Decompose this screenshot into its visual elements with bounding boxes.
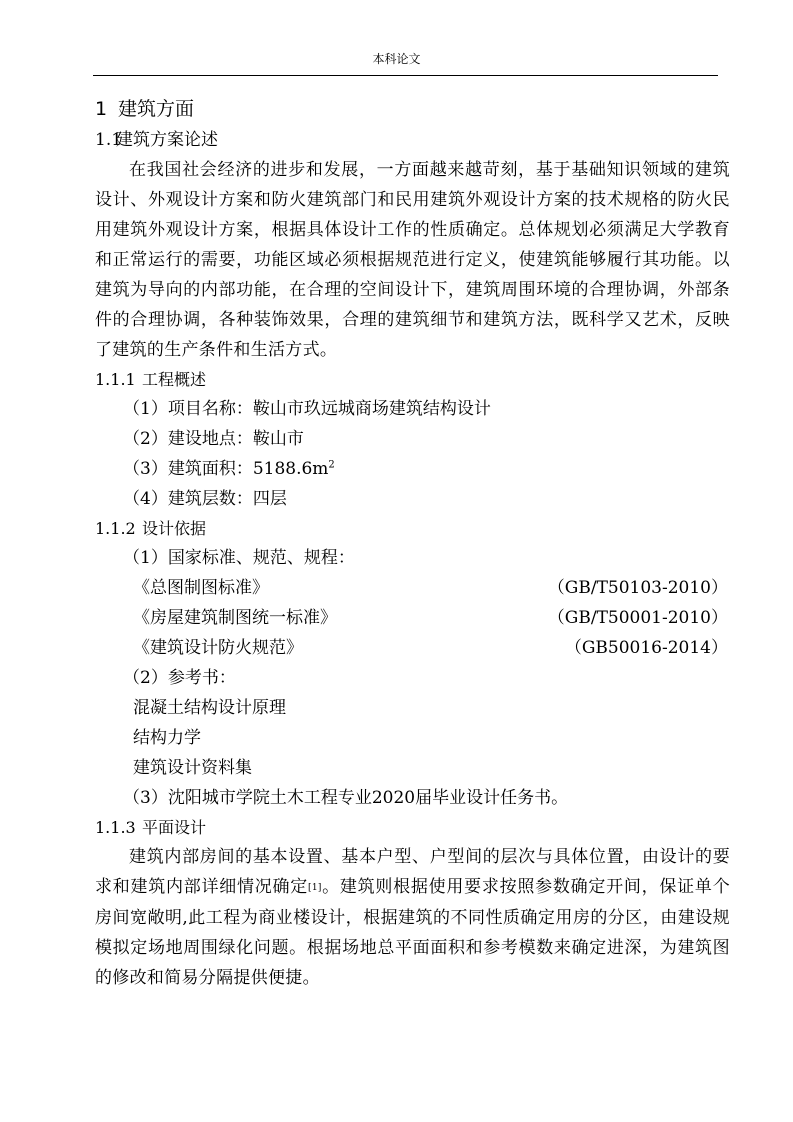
standard-code: （GB/T50103-2010） bbox=[547, 578, 728, 598]
section-title: 平面设计 bbox=[142, 818, 207, 837]
running-header: 本科论文 bbox=[372, 52, 421, 66]
standard-name: 《总图制图标准》 bbox=[133, 578, 269, 598]
project-location-item: （2）建设地点：鞍山市 bbox=[123, 429, 304, 449]
section-title: 设计依据 bbox=[142, 519, 207, 538]
section-1-heading bbox=[95, 96, 730, 122]
project-area-item bbox=[95, 454, 730, 484]
project-floors-item: （4）建筑层数：四层 bbox=[123, 489, 287, 509]
standard-code: （GB/T50001-2010） bbox=[547, 608, 728, 628]
area-text: （3）建筑面积：5188.6m bbox=[123, 459, 329, 479]
section-title: 建筑方案论述 bbox=[116, 130, 218, 150]
section-1-1-paragraph: 在我国社会经济的进步和发展，一方面越来越苛刻，基于基础知识领域的建筑设计、外观设计方案和防火建筑部门和民用建筑外观设计方案的技术规格的防火民用建筑外观设计方案，根据具体设计工作的性质确定。总体规划必须满足大学教育和正常运行的需要，功能区域必须根据规范进行定义，使建筑能够履行其功能。以建筑为导向的内部功能，在合理的空间设计下，建筑周围环境的合理协调，外部条件的合理协调，各种装饰效果，合理的建筑细节和建筑方法，既科学又艺术，反映了建筑的生产条件和生活方式。 bbox=[95, 160, 730, 360]
citation-marker[interactable]: [1] bbox=[308, 883, 322, 893]
section-number: 1.1.2 bbox=[95, 519, 136, 538]
reference-book: 建筑设计资料集 bbox=[133, 758, 252, 778]
standard-row bbox=[95, 603, 730, 633]
standards-item: （1）国家标准、规范、规程： bbox=[123, 548, 355, 568]
standard-row bbox=[95, 633, 730, 663]
section-number: 1 bbox=[95, 98, 108, 120]
reference-books-item: （2）参考书： bbox=[123, 668, 236, 688]
page-body bbox=[95, 96, 730, 993]
section-1-1-3-paragraph bbox=[95, 842, 730, 993]
standard-name: 《房屋建筑制图统一标准》 bbox=[133, 608, 337, 628]
section-title: 建筑方面 bbox=[118, 98, 195, 120]
standard-code: （GB50016-2014） bbox=[564, 638, 728, 658]
section-1-1-3-heading bbox=[95, 816, 730, 839]
reference-book: 混凝土结构设计原理 bbox=[133, 698, 286, 718]
project-name-item: （1）项目名称：鞍山市玖远城商场建筑结构设计 bbox=[123, 399, 491, 419]
reference-book: 结构力学 bbox=[133, 728, 201, 748]
header-rule bbox=[93, 75, 718, 76]
paragraph-text: 。建筑则根据使用要求按照参数确定开间，保证单个房间宽敞明,此工程为商业楼设计，根据建筑的不同性质确定用房的分区，由建设规模拟定场地周围绿化问题。根据场地总平面面积和参考模数来确定进深，为建筑图的修改和简易分隔提供便捷。 bbox=[95, 877, 730, 988]
task-book-item: （3）沈阳城市学院土木工程专业2020届毕业设计任务书。 bbox=[123, 788, 569, 808]
section-title: 工程概述 bbox=[142, 370, 207, 389]
section-number: 1.1.1 bbox=[95, 370, 136, 389]
area-superscript: 2 bbox=[328, 459, 335, 471]
standard-row bbox=[95, 573, 730, 603]
paragraph-text: 建筑内部房间的基本设置、基本户型、户型间的层次与具体位置，由设计的要求和建筑内部详细情况确定 bbox=[95, 847, 730, 897]
section-number: 1.1.3 bbox=[95, 818, 136, 837]
section-number: 1.1 bbox=[95, 130, 123, 150]
section-1-1-2-heading bbox=[95, 517, 730, 540]
section-1-1-heading bbox=[95, 129, 730, 151]
section-1-1-1-heading bbox=[95, 368, 730, 391]
standard-name: 《建筑设计防火规范》 bbox=[133, 638, 303, 658]
